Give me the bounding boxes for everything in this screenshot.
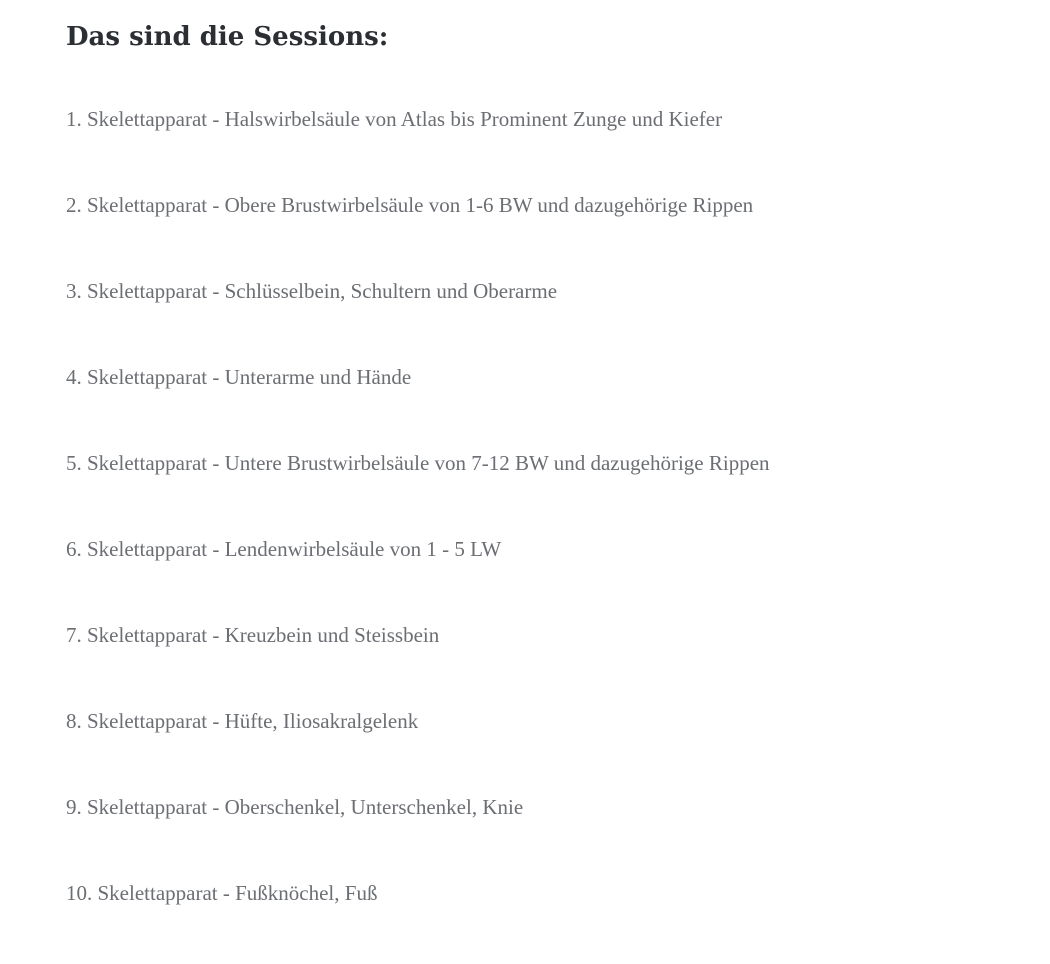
session-list	[66, 104, 770, 964]
session-item: 4. Skelettapparat - Unterarme und Hände	[66, 365, 412, 389]
session-item: 10. Skelettapparat - Fußknöchel, Fuß	[66, 881, 378, 905]
session-item: 8. Skelettapparat - Hüfte, Iliosakralgelenk	[66, 709, 419, 733]
session-item: 5. Skelettapparat - Untere Brustwirbelsäule von 7-12 BW und dazugehörige Rippen	[66, 451, 770, 475]
session-item: 1. Skelettapparat - Halswirbelsäule von Atlas bis Prominent Zunge und Kiefer	[66, 107, 723, 131]
session-item: 3. Skelettapparat - Schlüsselbein, Schultern und Oberarme	[66, 279, 558, 303]
session-item: 9. Skelettapparat - Oberschenkel, Unterschenkel, Knie	[66, 795, 524, 819]
session-item: 6. Skelettapparat - Lendenwirbelsäule von 1 - 5 LW	[66, 537, 502, 561]
session-item: 7. Skelettapparat - Kreuzbein und Steissbein	[66, 623, 440, 647]
sessions-heading: Das sind die Sessions:	[66, 22, 389, 52]
session-item: 2. Skelettapparat - Obere Brustwirbelsäule von 1-6 BW und dazugehörige Rippen	[66, 193, 754, 217]
